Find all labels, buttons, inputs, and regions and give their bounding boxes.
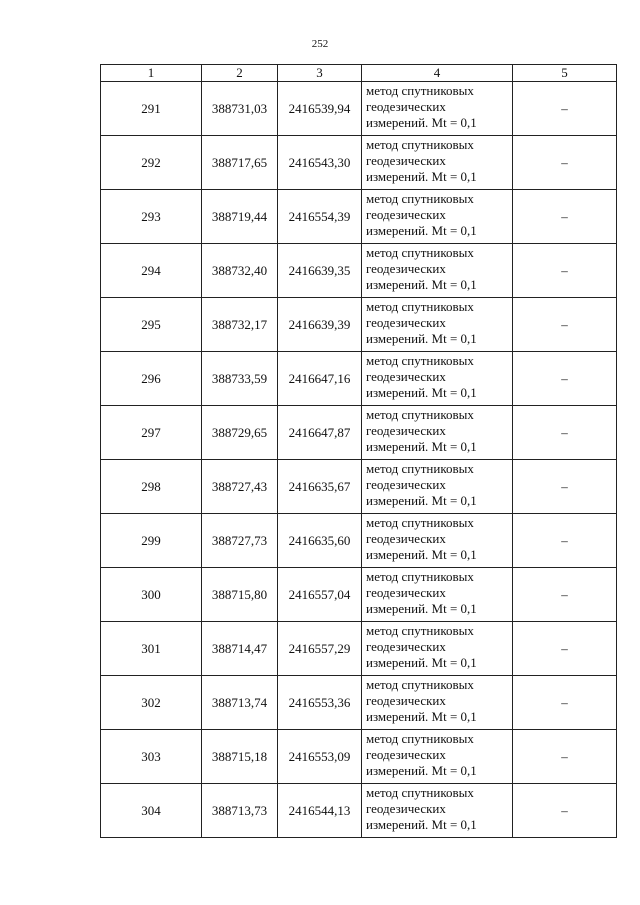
header-row <box>101 65 617 82</box>
point-number-cell: 295 <box>101 298 202 352</box>
x-coordinate-cell: 388732,17 <box>202 298 278 352</box>
method-line: геодезических <box>366 801 446 816</box>
note-cell: – <box>513 730 617 784</box>
point-number-cell: 300 <box>101 568 202 622</box>
method-cell <box>362 82 513 136</box>
y-coordinate-cell: 2416544,13 <box>278 784 362 838</box>
method-line: измерений. Mt = 0,1 <box>366 817 477 832</box>
method-line: метод спутниковых <box>366 677 474 692</box>
column-header-2: 2 <box>202 65 278 82</box>
point-number-cell: 303 <box>101 730 202 784</box>
y-coordinate-cell: 2416635,60 <box>278 514 362 568</box>
method-line: метод спутниковых <box>366 515 474 530</box>
method-line: геодезических <box>366 693 446 708</box>
method-cell <box>362 676 513 730</box>
method-cell <box>362 406 513 460</box>
coordinates-table <box>100 64 617 838</box>
method-cell <box>362 352 513 406</box>
method-line: измерений. Mt = 0,1 <box>366 169 477 184</box>
method-line: измерений. Mt = 0,1 <box>366 547 477 562</box>
note-cell: – <box>513 136 617 190</box>
note-cell: – <box>513 82 617 136</box>
x-coordinate-cell: 388713,73 <box>202 784 278 838</box>
method-cell <box>362 622 513 676</box>
method-line: геодезических <box>366 153 446 168</box>
method-line: метод спутниковых <box>366 83 474 98</box>
x-coordinate-cell: 388714,47 <box>202 622 278 676</box>
column-header-3: 3 <box>278 65 362 82</box>
note-cell: – <box>513 190 617 244</box>
method-line: измерений. Mt = 0,1 <box>366 655 477 670</box>
method-line: геодезических <box>366 261 446 276</box>
table-row <box>101 622 617 676</box>
method-line: измерений. Mt = 0,1 <box>366 331 477 346</box>
method-cell <box>362 784 513 838</box>
method-line: метод спутниковых <box>366 569 474 584</box>
note-cell: – <box>513 298 617 352</box>
point-number-cell: 304 <box>101 784 202 838</box>
table-row <box>101 406 617 460</box>
y-coordinate-cell: 2416557,29 <box>278 622 362 676</box>
x-coordinate-cell: 388727,73 <box>202 514 278 568</box>
y-coordinate-cell: 2416554,39 <box>278 190 362 244</box>
y-coordinate-cell: 2416557,04 <box>278 568 362 622</box>
x-coordinate-cell: 388731,03 <box>202 82 278 136</box>
method-line: измерений. Mt = 0,1 <box>366 439 477 454</box>
table-row <box>101 244 617 298</box>
x-coordinate-cell: 388727,43 <box>202 460 278 514</box>
x-coordinate-cell: 388715,80 <box>202 568 278 622</box>
method-cell <box>362 514 513 568</box>
table-row <box>101 460 617 514</box>
method-line: метод спутниковых <box>366 407 474 422</box>
x-coordinate-cell: 388715,18 <box>202 730 278 784</box>
method-line: метод спутниковых <box>366 623 474 638</box>
y-coordinate-cell: 2416553,09 <box>278 730 362 784</box>
method-line: метод спутниковых <box>366 461 474 476</box>
note-cell: – <box>513 568 617 622</box>
method-cell <box>362 298 513 352</box>
table-row <box>101 82 617 136</box>
note-cell: – <box>513 514 617 568</box>
y-coordinate-cell: 2416539,94 <box>278 82 362 136</box>
method-cell <box>362 568 513 622</box>
table-body <box>101 82 617 838</box>
method-line: метод спутниковых <box>366 191 474 206</box>
x-coordinate-cell: 388717,65 <box>202 136 278 190</box>
method-line: метод спутниковых <box>366 137 474 152</box>
note-cell: – <box>513 676 617 730</box>
method-line: измерений. Mt = 0,1 <box>366 601 477 616</box>
method-cell <box>362 460 513 514</box>
y-coordinate-cell: 2416639,39 <box>278 298 362 352</box>
method-line: метод спутниковых <box>366 785 474 800</box>
point-number-cell: 296 <box>101 352 202 406</box>
method-line: геодезических <box>366 423 446 438</box>
method-line: геодезических <box>366 207 446 222</box>
table-row <box>101 676 617 730</box>
method-line: измерений. Mt = 0,1 <box>366 115 477 130</box>
point-number-cell: 291 <box>101 82 202 136</box>
x-coordinate-cell: 388719,44 <box>202 190 278 244</box>
point-number-cell: 299 <box>101 514 202 568</box>
x-coordinate-cell: 388732,40 <box>202 244 278 298</box>
note-cell: – <box>513 352 617 406</box>
table-row <box>101 784 617 838</box>
y-coordinate-cell: 2416635,67 <box>278 460 362 514</box>
point-number-cell: 301 <box>101 622 202 676</box>
x-coordinate-cell: 388713,74 <box>202 676 278 730</box>
table-row <box>101 730 617 784</box>
note-cell: – <box>513 244 617 298</box>
note-cell: – <box>513 622 617 676</box>
note-cell: – <box>513 460 617 514</box>
x-coordinate-cell: 388733,59 <box>202 352 278 406</box>
method-cell <box>362 136 513 190</box>
method-line: геодезических <box>366 585 446 600</box>
y-coordinate-cell: 2416639,35 <box>278 244 362 298</box>
page-number: 252 <box>311 38 329 50</box>
y-coordinate-cell: 2416647,16 <box>278 352 362 406</box>
x-coordinate-cell: 388729,65 <box>202 406 278 460</box>
method-line: измерений. Mt = 0,1 <box>366 709 477 724</box>
method-line: измерений. Mt = 0,1 <box>366 493 477 508</box>
column-header-1: 1 <box>101 65 202 82</box>
point-number-cell: 297 <box>101 406 202 460</box>
point-number-cell: 298 <box>101 460 202 514</box>
point-number-cell: 293 <box>101 190 202 244</box>
table-row <box>101 568 617 622</box>
table-row <box>101 136 617 190</box>
note-cell: – <box>513 784 617 838</box>
method-line: метод спутниковых <box>366 731 474 746</box>
table-row <box>101 514 617 568</box>
point-number-cell: 294 <box>101 244 202 298</box>
table-row <box>101 352 617 406</box>
method-line: геодезических <box>366 531 446 546</box>
method-line: измерений. Mt = 0,1 <box>366 385 477 400</box>
table-row <box>101 190 617 244</box>
y-coordinate-cell: 2416647,87 <box>278 406 362 460</box>
point-number-cell: 292 <box>101 136 202 190</box>
column-header-4: 4 <box>362 65 513 82</box>
method-cell <box>362 730 513 784</box>
method-line: измерений. Mt = 0,1 <box>366 223 477 238</box>
method-line: геодезических <box>366 99 446 114</box>
method-line: геодезических <box>366 315 446 330</box>
method-line: метод спутниковых <box>366 245 474 260</box>
method-line: геодезических <box>366 477 446 492</box>
method-line: геодезических <box>366 369 446 384</box>
y-coordinate-cell: 2416553,36 <box>278 676 362 730</box>
note-cell: – <box>513 406 617 460</box>
method-line: измерений. Mt = 0,1 <box>366 277 477 292</box>
table-header <box>101 65 617 82</box>
method-line: измерений. Mt = 0,1 <box>366 763 477 778</box>
method-cell <box>362 244 513 298</box>
point-number-cell: 302 <box>101 676 202 730</box>
table-row <box>101 298 617 352</box>
method-line: метод спутниковых <box>366 299 474 314</box>
method-cell <box>362 190 513 244</box>
method-line: геодезических <box>366 639 446 654</box>
method-line: геодезических <box>366 747 446 762</box>
method-line: метод спутниковых <box>366 353 474 368</box>
y-coordinate-cell: 2416543,30 <box>278 136 362 190</box>
column-header-5: 5 <box>513 65 617 82</box>
